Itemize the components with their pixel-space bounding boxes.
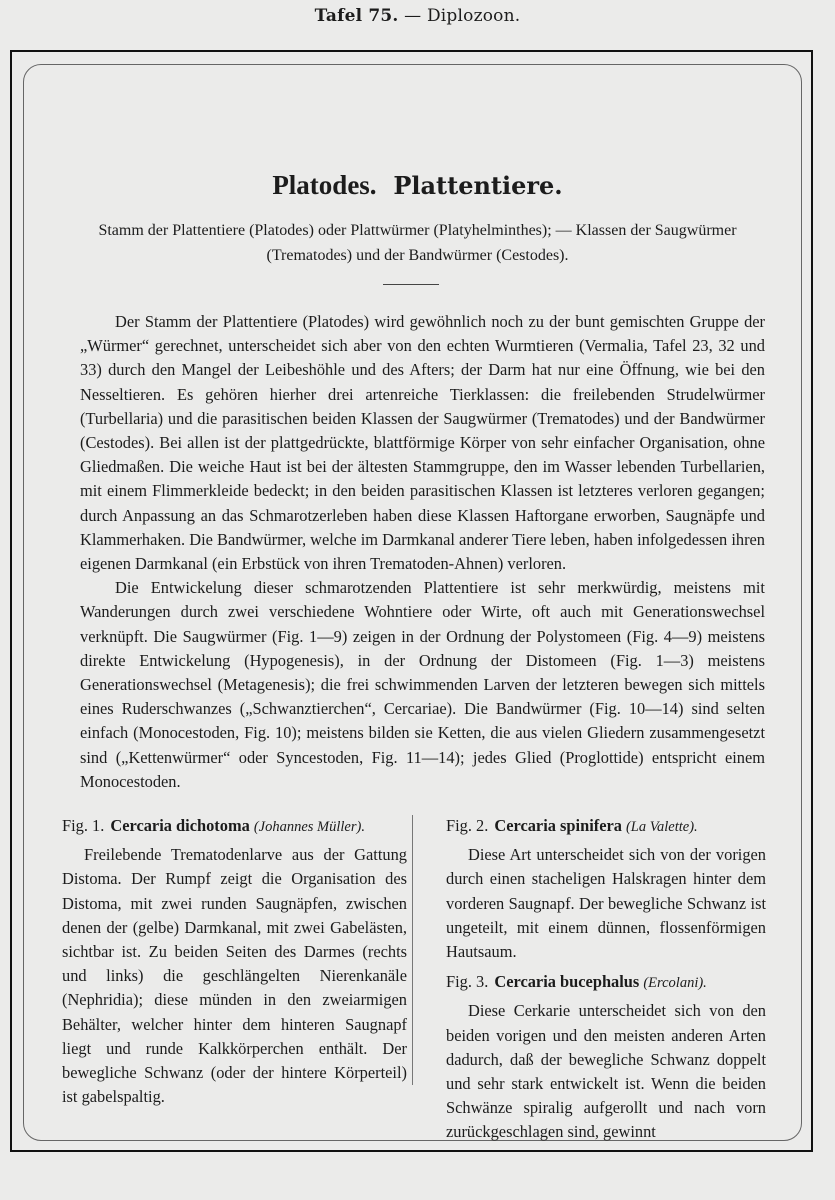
title-rule-divider bbox=[383, 284, 439, 285]
plate-subject: Diplozoon. bbox=[426, 6, 521, 26]
figure-heading bbox=[62, 814, 407, 839]
page-title bbox=[0, 170, 835, 201]
figure-heading bbox=[446, 970, 766, 995]
intro-paragraph: Die Entwickelung dieser schmarotzenden Plattentiere ist sehr merkwürdig, meistens mit Wanderungen durch zwei verschiedene Wohntiere oder Wirte, oft auch mit Generationswechsel verknüpft. Die Saugwürmer (Fig. 1—9) zeigen in der Ordnung der Polystomeen (Fig. 4—9) meistens direkte Entwickelung (Hypogenesis), in der Ordnung der Distomeen (Fig. 1—3) meistens Generationswechsel (Metagenesis); die frei schwimmenden Larven der letzteren bewegen sich mittels eines Ruderschwanzes („Schwanztierchen“, Cercariae). Die Bandwürmer (Fig. 10—14) sind selten einfach (Monocestoden, Fig. 10); meistens bilden sie Ketten, die aus vielen Gliedern zusammengesetzt sind („Kettenwürmer“ oder Syncestoden, Fig. 11—14); jedes Glied (Proglottide) entspricht einem Monocestoden. bbox=[80, 578, 765, 791]
intro-paragraph: Der Stamm der Plattentiere (Platodes) wird gewöhnlich noch zu der bunt gemischten Gruppe der „Würmer“ gerechnet, unterscheidet sich aber von den echten Wurmtieren (Vermalia, Tafel 23, 32 und 33) durch den Mangel der Leibeshöhle und des Afters; der Darm hat nur eine Öffnung, wie bei den Nesseltieren. Es gehören hierher drei artenreiche Tierklassen: die freilebenden Strudelwürmer (Turbellaria) und die parasitischen beiden Klassen der Saugwürmer (Trematodes) und der Bandwürmer (Cestodes). Bei allen ist der plattgedrückte, blattförmige Körper von sehr einfacher Organisation, ohne Gliedmaßen. Die weiche Haut ist bei der ältesten Stammgruppe, den im Wasser lebenden Turbellarien, mit einem Flimmerkleide bedeckt; in den beiden parasitischen Klassen ist letzteres verloren gegangen; durch Anpassung an das Schmarotzerleben haben diese Klassen Haftorgane erworben, Saugnäpfe und Klammerhaken. Die Bandwürmer, welche im Darmkanal anderer Tiere leben, haben infolgedessen ihren eigenen Darmkanal (ein Erbstück von ihren Trematoden-Ahnen) verloren. bbox=[80, 312, 765, 574]
figure-number: Fig. 2. bbox=[446, 816, 489, 835]
head-separator: — bbox=[398, 6, 427, 26]
title-latin: Platodes. bbox=[272, 170, 377, 200]
figure-author: (Ercolani). bbox=[643, 975, 707, 992]
figure-species: Cercaria bucephalus bbox=[494, 972, 640, 992]
figure-species: Cercaria spinifera bbox=[494, 816, 622, 835]
figure-description: Diese Art unterscheidet sich von der vorigen durch einen stacheligen Halskragen hinter dem vorderen Saugnapf. Der bewegliche Schwanz ist ungeteilt, mit einem dünnen, flossenförmigen Hautsaum. bbox=[446, 845, 766, 962]
figure-species: Cercaria dichotoma bbox=[110, 816, 250, 835]
plate-number: Tafel 75. bbox=[314, 6, 399, 26]
column-divider bbox=[412, 815, 413, 1085]
right-column bbox=[446, 814, 766, 1151]
figure-number: Fig. 3. bbox=[446, 972, 489, 992]
figure-author: (La Valette). bbox=[625, 819, 698, 835]
running-head bbox=[0, 6, 835, 26]
intro-text bbox=[80, 310, 765, 794]
title-german: Plattentiere. bbox=[393, 171, 563, 200]
figure-number: Fig. 1. bbox=[62, 816, 105, 835]
figure-author: (Johannes Müller). bbox=[253, 819, 365, 835]
left-column bbox=[62, 814, 407, 1115]
figure-heading bbox=[446, 814, 766, 839]
page-subtitle: Stamm der Plattentiere (Platodes) oder Plattwürmer (Platyhelminthes); — Klassen der Saugwürmer (Trematodes) und der Bandwürmer (Cestodes). bbox=[98, 222, 737, 264]
figure-description: Diese Cerkarie unterscheidet sich von den beiden vorigen und den meisten anderen Arten dadurch, daß der bewegliche Schwanz doppelt und sehr stark entwickelt ist. Wenn die beiden Schwänze spiralig aufgerollt und nach vorn zurückgeschlagen sind, gewinnt bbox=[446, 1001, 766, 1142]
figure-description: Freilebende Trematodenlarve aus der Gattung Distoma. Der Rumpf zeigt die Organisation des Distoma, mit zwei runden Saugnäpfen, zwischen denen der (gelbe) Darmkanal, mit zwei Gabelästen, sichtbar ist. Zu beiden Seiten des Darmes (rechts und links) die geschlängelten Nierenkanäle (Nephridia); diese münden in den zweiarmigen Behälter, welcher hinter dem hinteren Saugnapf liegt und runde Kalkkörperchen enthält. Der bewegliche Schwanz (oder der hintere Körperteil) ist gabelspaltig. bbox=[62, 845, 407, 1107]
